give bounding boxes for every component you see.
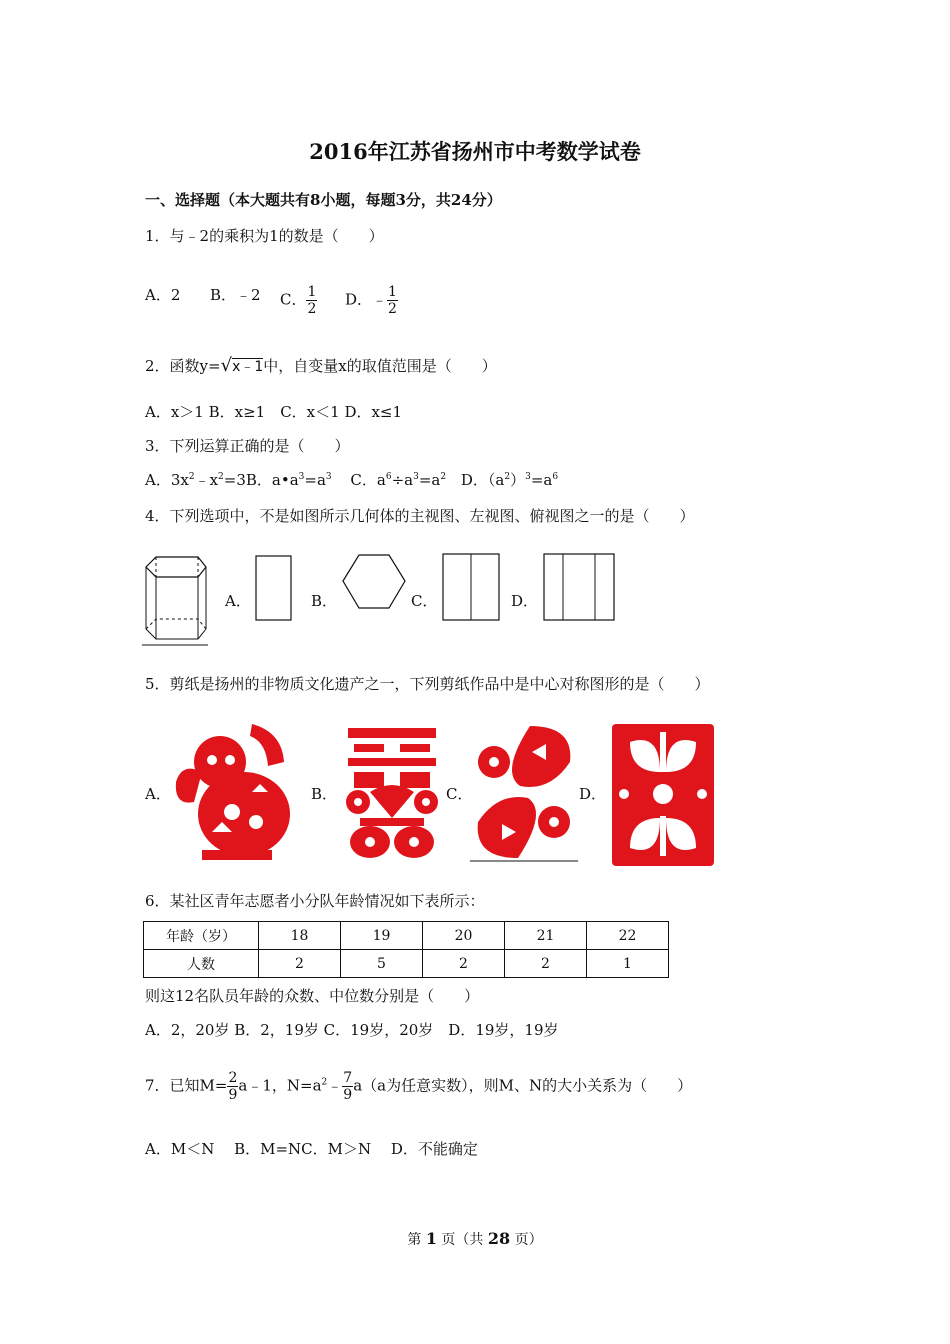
table-cell: 18 bbox=[259, 922, 341, 950]
sqrt-sign: √ bbox=[220, 355, 233, 376]
table-cell: 2 bbox=[259, 950, 341, 978]
q4-option-d-three-rectangles bbox=[543, 553, 617, 623]
table-row bbox=[144, 922, 669, 950]
q1-option-d: D．﹣ $\frac{1}{2}$ bbox=[345, 284, 397, 317]
table-header-count: 人数 bbox=[144, 950, 259, 978]
q1-option-b: B．﹣2 bbox=[210, 286, 261, 304]
q1-option-a: A．2 bbox=[145, 286, 181, 304]
q5-label-b: B． bbox=[311, 785, 338, 803]
table-cell: 19 bbox=[341, 922, 423, 950]
page-footer: 第 1 页（共 28 页） bbox=[407, 1229, 543, 1248]
table-cell: 2 bbox=[505, 950, 587, 978]
question-5-stem: 5．剪纸是扬州的非物质文化遗产之一，下列剪纸作品中是中心对称图形的是（ ） bbox=[145, 675, 710, 693]
table-cell: 22 bbox=[587, 922, 669, 950]
q4-option-a-rectangle bbox=[255, 555, 293, 623]
question-2-stem: 2．函数y=√x﹣1中，自变量x的取值范围是（ ） bbox=[145, 355, 497, 376]
section-heading: 一、选择题（本大题共有8小题，每题3分，共24分） bbox=[145, 191, 502, 209]
table-cell: 21 bbox=[505, 922, 587, 950]
q4-option-b-hexagon bbox=[341, 553, 407, 611]
page-title: 2016年江苏省扬州市中考数学试卷 bbox=[309, 139, 641, 164]
table-cell: 20 bbox=[423, 922, 505, 950]
radicand: x﹣1 bbox=[232, 359, 264, 375]
q1-option-c: C． $\frac{1}{2}$ bbox=[280, 284, 317, 317]
question-6-stem: 6．某社区青年志愿者小分队年龄情况如下表所示： bbox=[145, 892, 485, 910]
table-cell: 5 bbox=[341, 950, 423, 978]
papercut-floral-panel-image bbox=[610, 722, 716, 868]
q6-options: A．2，20岁 B．2，19岁 C．19岁，20岁 D．19岁，19岁 bbox=[145, 1021, 559, 1039]
fraction: $\frac{1}{2}$ bbox=[307, 284, 317, 317]
table-cell: 2 bbox=[423, 950, 505, 978]
q4-option-c-two-rectangles bbox=[442, 553, 502, 623]
q4-label-a: A． bbox=[225, 592, 251, 610]
table-header-age: 年龄（岁） bbox=[144, 922, 259, 950]
question-7-stem: 7．已知M= $\frac{2}{9}$ a﹣1，$N=a^2﹣$ $\frac{7}{9}$ a（a为任意实数），则M、N的大小关系为（ ） bbox=[145, 1070, 693, 1103]
fraction: $\frac{7}{9}$ bbox=[343, 1070, 353, 1103]
fraction: $\frac{1}{2}$ bbox=[388, 284, 397, 317]
q3-options: A．$3x^2﹣x^2=3B$．$a•a^3=a^3$ C．$a^6\div a^3=a^2$ D．$(a^2)^3=a^6$ bbox=[145, 471, 559, 489]
table-cell: 1 bbox=[587, 950, 669, 978]
age-table bbox=[143, 921, 669, 978]
q4-label-c: C． bbox=[411, 592, 438, 610]
fraction: $\frac{2}{9}$ bbox=[228, 1070, 238, 1103]
q5-label-d: D． bbox=[579, 785, 607, 803]
q6-follow-question: 则这12名队员年龄的众数、中位数分别是（ ） bbox=[145, 987, 480, 1005]
question-3-stem: 3．下列运算正确的是（ ） bbox=[145, 437, 350, 455]
papercut-fish-image bbox=[470, 722, 578, 862]
q5-label-c: C． bbox=[446, 785, 473, 803]
q4-label-d: D． bbox=[511, 592, 539, 610]
papercut-double-happiness-image bbox=[340, 722, 444, 864]
hexagonal-prism-figure bbox=[142, 553, 208, 648]
question-4-stem: 4．下列选项中，不是如图所示几何体的主视图、左视图、俯视图之一的是（ ） bbox=[145, 507, 695, 525]
q4-label-b: B． bbox=[311, 592, 338, 610]
table-row bbox=[144, 950, 669, 978]
q2-options: A．x＞1 B．x≥1 C．x＜1 D．x≤1 bbox=[145, 403, 403, 421]
q7-options: A．M＜N B．M=NC．M＞N D．不能确定 bbox=[145, 1140, 478, 1158]
q5-label-a: A． bbox=[145, 785, 171, 803]
papercut-monkey-image bbox=[172, 722, 296, 867]
question-1-stem: 1．与﹣2的乘积为1的数是（ ） bbox=[145, 227, 384, 245]
